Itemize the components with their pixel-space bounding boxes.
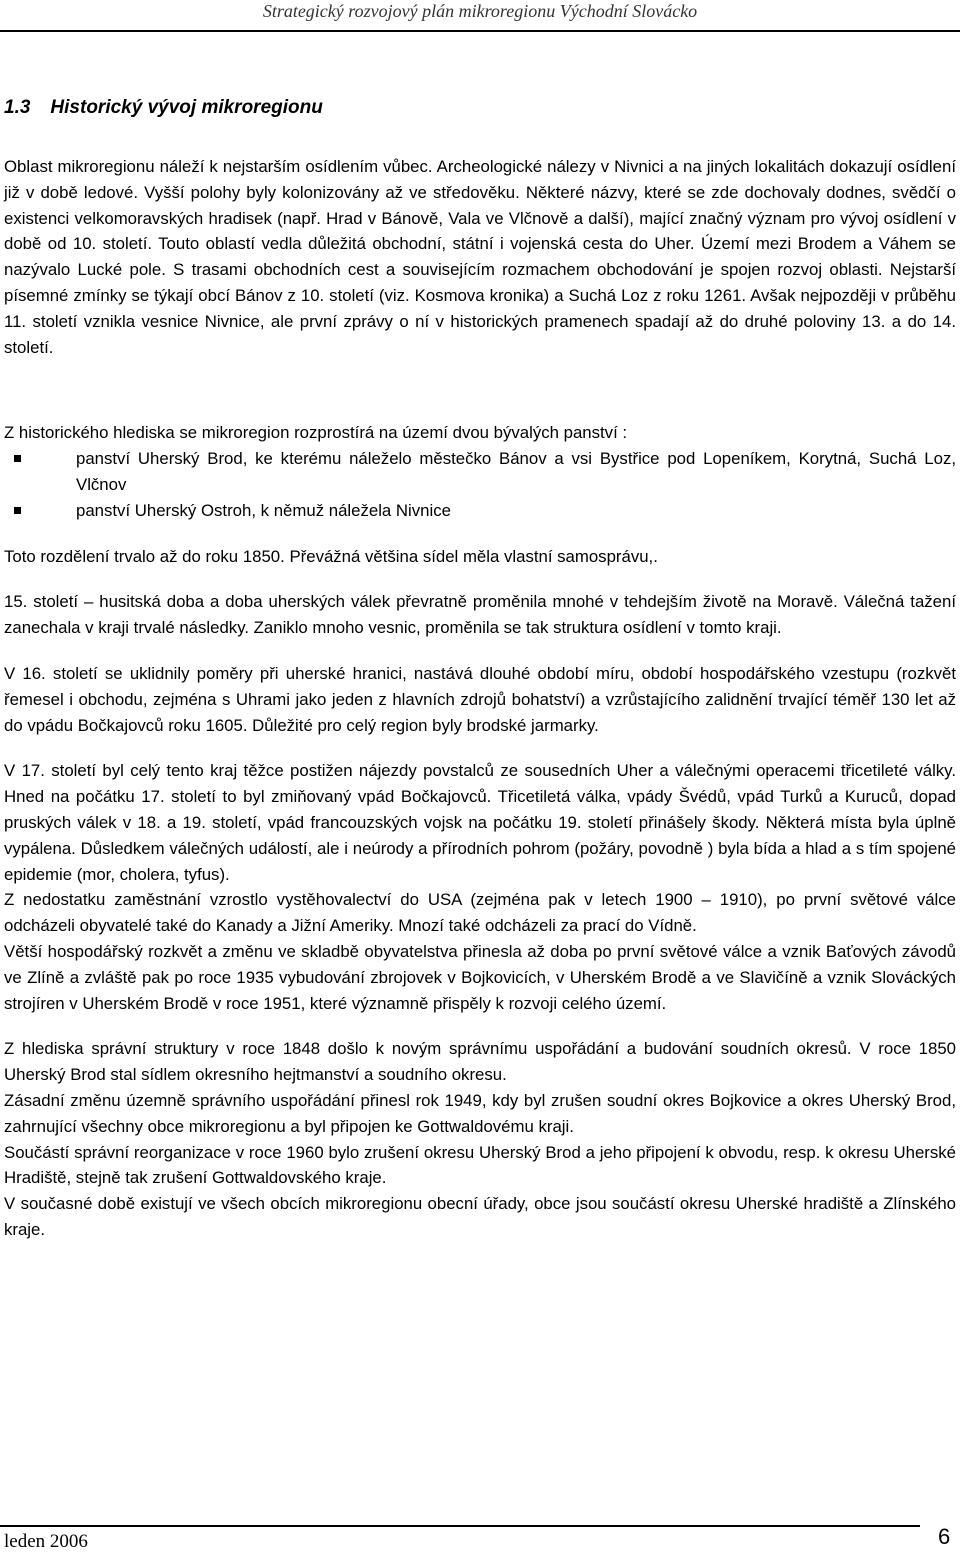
page-number: 6 — [938, 1524, 951, 1549]
paragraph-administration-1960: Součástí správní reorganizace v roce 1960 bylo zrušení okresu Uherský Brod a jeho připojení k obvodu, resp. k okresu Uherské Hradiště, stejně tak zrušení Gottwaldovského kraje. — [4, 1142, 956, 1188]
paragraph-administration-1848: Z hlediska správní struktury v roce 1848 došlo k novým správnímu uspořádání a budování soudních okresů. V roce 1850 Uherský Brod stal sídlem okresního hejtmanství a soudního okresu. — [4, 1039, 956, 1085]
paragraph-emigration: Z nedostatku zaměstnání vzrostlo vystěhovalectví do USA (zejména pak v letech 1900 – 1910), po první světové válce odcházeli obyvatelé také do Kanady a Jižní Ameriky. Mnozí také odcházeli za prací do Vídně. — [4, 890, 956, 936]
section-number: 1.3 — [4, 97, 31, 118]
running-header: Strategický rozvojový plán mikroregionu Východní Slovácko — [262, 1, 698, 21]
paragraph-17th-century: V 17. století byl celý tento kraj těžce postižen nájezdy povstalců ze sousedních Uher a válečnými operacemi třicetileté války. Hned na počátku 17. století to byl zmiňovaný vpád Bočkajovců. Třicetiletá válka, vpády Švédů, vpád Turků a Kuruců, dopad pruských válek v 18. a 19. století, vpád francouzských vojsk na počátku 19. století přinášely škody. Některá místa byla úplně vypálena. Důsledkem válečných událostí, ale i neúrody a přírodních pohrom (požáry, povodně ) byla bída a hlad a s tím spojené epidemie (mor, cholera, tyfus). — [4, 761, 956, 884]
bullet-icon — [14, 507, 21, 514]
paragraph-present: V současné době existují ve všech obcích mikroregionu obecní úřady, obce jsou součástí okresu Uherské hradiště a Zlínského kraje. — [4, 1194, 956, 1239]
document-body — [4, 154, 956, 1243]
header-divider — [0, 30, 960, 32]
bullet-icon — [14, 455, 21, 462]
paragraph-origins: Oblast mikroregionu náleží k nejstarším osídlením vůbec. Archeologické nálezy v Nivnici a na jiných lokalitách dokazují osídlení již v době ledové. Vyšší polohy byly kolonizovány až ve středověku. Některé názvy, které se zde dochovaly dodnes, svědčí o existenci velkomoravských hradisek (např. Hrad v Bánově, Vala ve Vlčnově a další), mající značný význam pro vývoj osídlení v době od 10. století. Touto oblastí vedla důležitá obchodní, státní i vojenská cesta do Uher. Území mezi Brodem a Váhem se nazývalo Lucké pole. S trasami obchodních cest a souvisejícím rozmachem obchodování je spojen rozvoj oblasti. Nejstarší písemné zmínky se týkají obcí Bánov z 10. století (viz. Kosmova kronika) a Suchá Loz z roku 1261. Avšak nejpozději v průběhu 11. století vznikla vesnice Nivnice, ale první zprávy o ní v historických pramenech spadají až do druhé poloviny 13. a do 14. století. — [4, 157, 956, 357]
paragraph-estates-intro: Z historického hlediska se mikroregion rozprostírá na území dvou bývalých panství : — [4, 423, 628, 443]
list-item: panství Uherský Brod, ke kterému náleželo městečko Bánov a vsi Bystřice pod Lopeníkem, Korytná, Suchá Loz, Vlčnov — [4, 446, 956, 498]
estates-list — [4, 446, 956, 523]
paragraph-15th-century: 15. století – husitská doba a doba uherských válek převratně proměnila mnohé v tehdejším životě na Moravě. Válečná tažení zanechala v kraji trvalé následky. Zaniklo mnoho vesnic, proměnila se tak struktura osídlení v tomto kraji. — [4, 592, 956, 638]
paragraph-administration-1949: Zásadní změnu územně správního uspořádání přinesl rok 1949, kdy byl zrušen soudní okres Bojkovice a okres Uherský Brod, zahrnující všechny obce mikroregionu a byl připojen ke Gottwaldovému kraji. — [4, 1090, 956, 1136]
footer-divider — [0, 1525, 920, 1527]
section-title-text: Historický vývoj mikroregionu — [50, 97, 323, 118]
paragraph-economic-growth: Větší hospodářský rozkvět a změnu ve skladbě obyvatelstva přinesla až doba po první světové válce a vznik Baťových závodů ve Zlíně a zvláště pak po roce 1935 vybudování zbrojovek v Bojkovicích, v Uherském Brodě a ve Slavičíně a vznik Slováckých strojíren v Uherském Brodě v roce 1951, které významně přispěly k rozvoji celého území. — [4, 941, 956, 1013]
paragraph-division: Toto rozdělení trvalo až do roku 1850. Převážná většina sídel měla vlastní samosprávu,. — [4, 546, 658, 566]
list-item: panství Uherský Ostroh, k němuž náležela Nivnice — [4, 498, 956, 524]
paragraph-16th-century: V 16. století se uklidnily poměry při uherské hranici, nastává dlouhé období míru, období hospodářského vzestupu (rozkvět řemesel i obchodu, zejména s Uhrami jako jeden z hlavních zdrojů bohatství) a vzrůstajícího zalidnění trvající téměř 130 let až do vpádu Bočkajovců roku 1605. Důležité pro celý region byly brodské jarmarky. — [4, 663, 956, 735]
section-title — [4, 96, 323, 120]
footer-date: leden 2006 — [4, 1531, 88, 1552]
